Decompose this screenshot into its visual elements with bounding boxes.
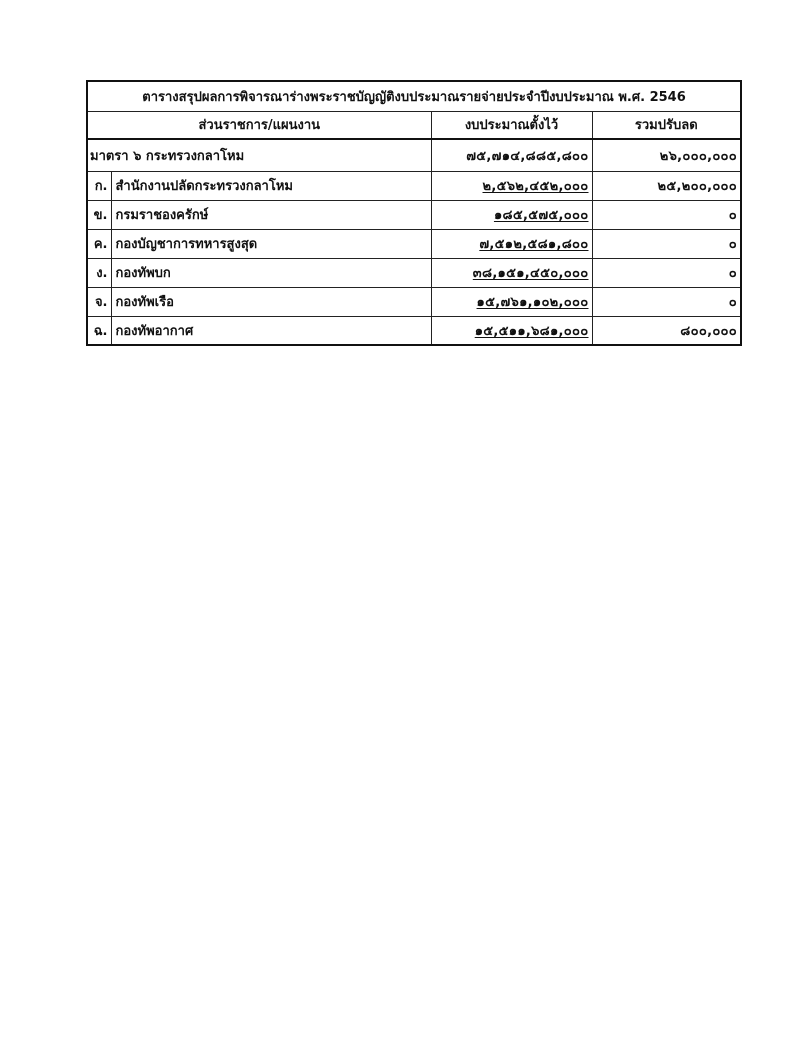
table-row	[87, 287, 741, 316]
row-budget: ๑๕,๗๖๑,๑๐๒,๐๐๐	[431, 287, 592, 316]
header-cut: รวมปรับลด	[592, 111, 741, 139]
row-cut: ๐	[592, 258, 741, 287]
table-row-main	[87, 139, 741, 171]
table-row	[87, 171, 741, 200]
row-budget: ๓๘,๑๕๑,๔๕๐,๐๐๐	[431, 258, 592, 287]
main-row-cut: ๒๖,๐๐๐,๐๐๐	[592, 139, 741, 171]
header-unit: ส่วนราชการ/แผนงาน	[87, 111, 431, 139]
table-row	[87, 229, 741, 258]
row-label: กองทัพบก	[111, 258, 431, 287]
row-label: กรมราชองครักษ์	[111, 200, 431, 229]
row-letter: จ.	[87, 287, 111, 316]
row-cut: ๘๐๐,๐๐๐	[592, 316, 741, 345]
row-letter: ง.	[87, 258, 111, 287]
row-label: กองทัพเรือ	[111, 287, 431, 316]
row-cut: ๒๕,๒๐๐,๐๐๐	[592, 171, 741, 200]
row-budget: ๑๕,๕๑๑,๖๘๑,๐๐๐	[431, 316, 592, 345]
table-row	[87, 258, 741, 287]
row-letter: ก.	[87, 171, 111, 200]
main-row-budget: ๗๕,๗๑๔,๘๘๕,๘๐๐	[431, 139, 592, 171]
row-label: สำนักงานปลัดกระทรวงกลาโหม	[111, 171, 431, 200]
row-budget: ๑๘๕,๕๗๕,๐๐๐	[431, 200, 592, 229]
header-budget: งบประมาณตั้งไว้	[431, 111, 592, 139]
row-letter: ค.	[87, 229, 111, 258]
row-cut: ๐	[592, 229, 741, 258]
row-cut: ๐	[592, 287, 741, 316]
row-letter: ฉ.	[87, 316, 111, 345]
table-title: ตารางสรุปผลการพิจารณาร่างพระราชบัญญัติงบประมาณรายจ่ายประจำปีงบประมาณ พ.ศ. 2546	[87, 81, 741, 111]
row-budget: ๒,๕๖๒,๔๕๒,๐๐๐	[431, 171, 592, 200]
main-row-label: มาตรา ๖ กระทรวงกลาโหม	[87, 139, 431, 171]
row-letter: ข.	[87, 200, 111, 229]
row-label: กองทัพอากาศ	[111, 316, 431, 345]
row-cut: ๐	[592, 200, 741, 229]
row-label: กองบัญชาการทหารสูงสุด	[111, 229, 431, 258]
table-row	[87, 200, 741, 229]
budget-summary-table	[86, 80, 742, 346]
row-budget: ๗,๕๑๒,๕๘๑,๘๐๐	[431, 229, 592, 258]
table-row	[87, 316, 741, 345]
